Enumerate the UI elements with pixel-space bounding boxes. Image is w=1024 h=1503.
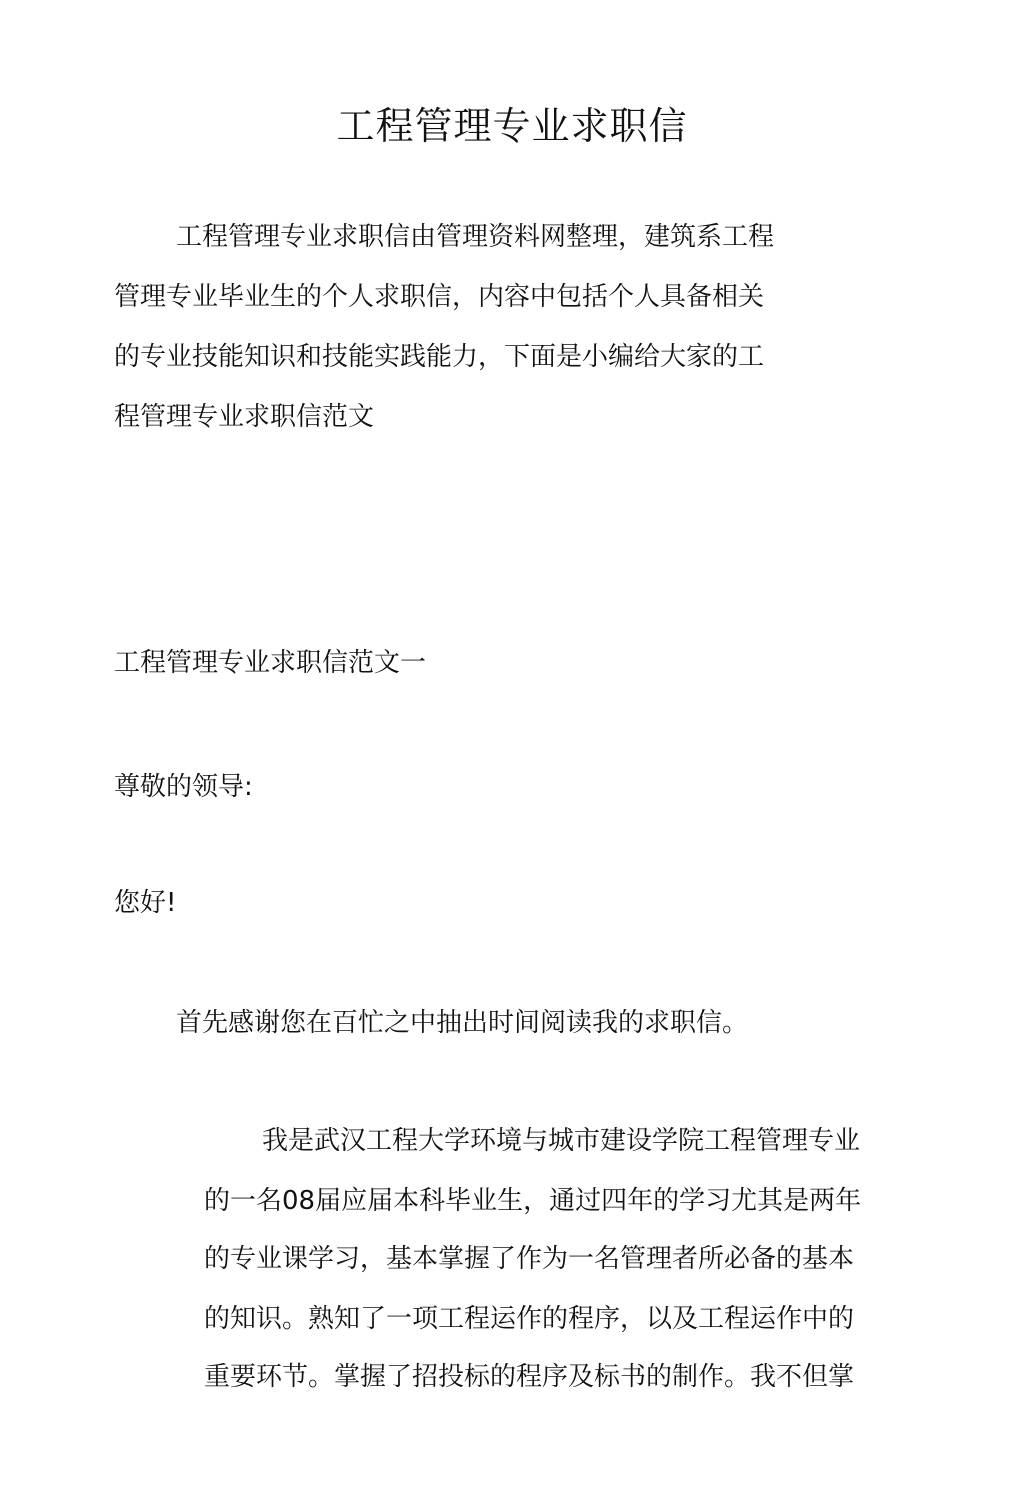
intro-line-4: 程管理专业求职信范文 [114, 402, 375, 432]
intro-line-1: 工程管理专业求职信由管理资料网整理，建筑系工程 [176, 222, 775, 252]
section-heading: 工程管理专业求职信范文一 [114, 648, 427, 678]
body-line-4: 的知识。熟知了一项工程运作的程序，以及工程运作中的 [204, 1304, 855, 1334]
body-line-1: 我是武汉工程大学环境与城市建设学院工程管理专业 [262, 1126, 861, 1156]
body-line-5: 重要环节。掌握了招投标的程序及标书的制作。我不但掌 [204, 1362, 855, 1392]
intro-line-2: 管理专业毕业生的个人求职信，内容中包括个人具备相关 [114, 282, 765, 312]
greeting: 您好! [114, 888, 177, 918]
body-line-2: 的一名08届应届本科毕业生，通过四年的学习尤其是两年 [204, 1186, 862, 1216]
thanks-line: 首先感谢您在百忙之中抽出时间阅读我的求职信。 [176, 1008, 749, 1038]
document-title: 工程管理专业求职信 [336, 104, 688, 148]
body-line-3: 的专业课学习，基本掌握了作为一名管理者所必备的基本 [204, 1244, 855, 1274]
salutation: 尊敬的领导: [114, 772, 253, 802]
intro-line-3: 的专业技能知识和技能实践能力，下面是小编给大家的工 [114, 342, 765, 372]
